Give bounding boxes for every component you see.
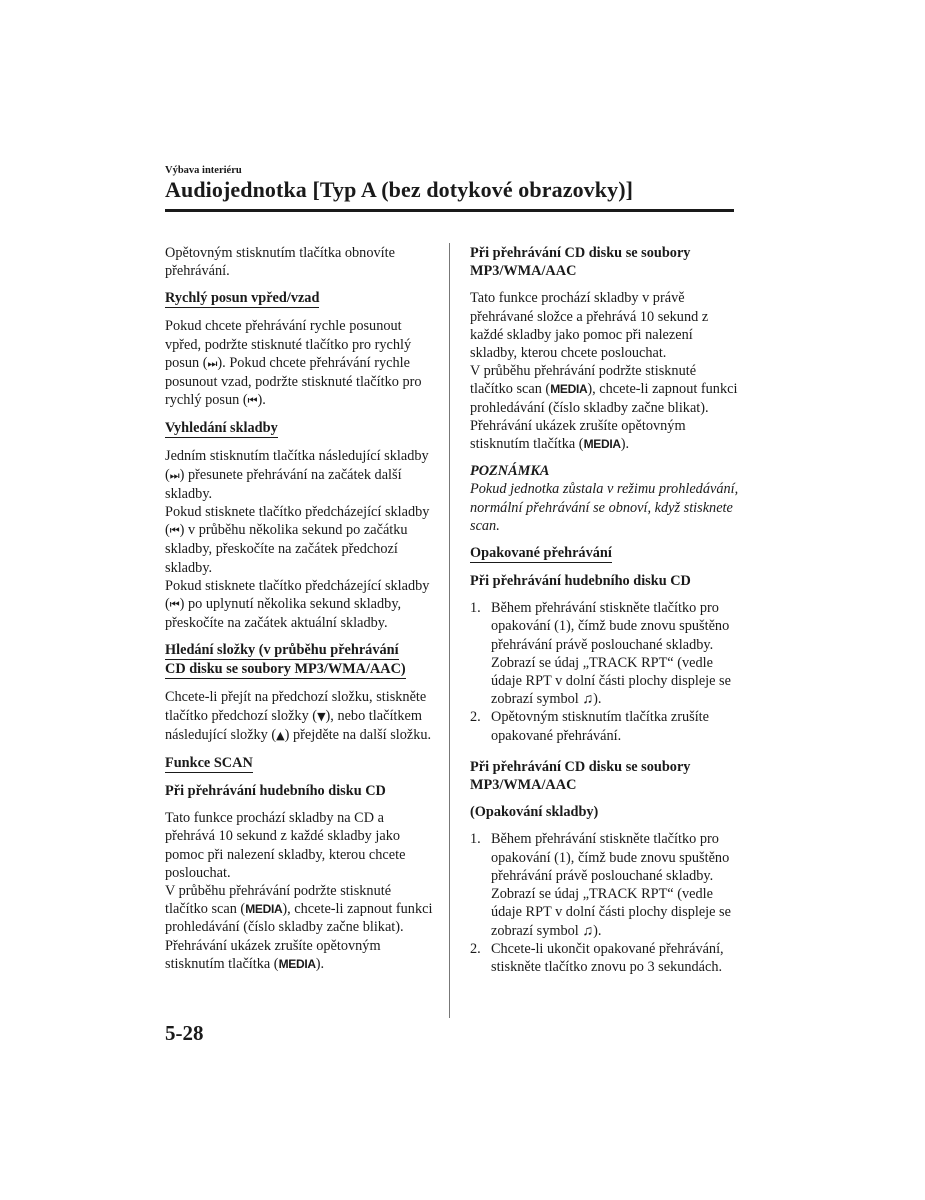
page-number: 5-28 bbox=[165, 1021, 204, 1045]
fast-forward-icon: ⏭ bbox=[169, 468, 180, 482]
repeat-heading: Opakované přehrávání bbox=[470, 545, 612, 562]
media-button-icon: MEDIA bbox=[278, 956, 316, 971]
note-title: POZNÁMKA bbox=[470, 463, 550, 480]
text-fragment: ). bbox=[593, 691, 602, 708]
repeat-mp3-list bbox=[470, 830, 740, 976]
track-search-section bbox=[165, 419, 437, 438]
fast-forward-section bbox=[165, 289, 437, 308]
track-search-heading: Vyhledání skladby bbox=[165, 420, 278, 437]
text-fragment: Pokud chcete přehrávání rychle posunout vpřed, podržte stisknuté tlačítko pro rychlý posun ( bbox=[165, 318, 412, 371]
repeat-mp3-heading bbox=[470, 758, 740, 794]
text-fragment: Opětovným stisknutím tlačítka zrušíte opakované přehrávání. bbox=[491, 709, 709, 744]
right-column bbox=[470, 244, 740, 976]
heading-line: Při přehrávání CD disku se soubory bbox=[470, 758, 691, 775]
folder-search-section bbox=[165, 641, 437, 679]
repeat-symbol-icon: ♫ bbox=[582, 922, 594, 939]
text-fragment: ). bbox=[257, 392, 266, 409]
text-fragment: Během přehrávání stiskněte tlačítko pro opakování (1), čímž bude znovu spuštěno přehrávání právě poslouchané skladby. Zobrazí se údaj „TRACK RPT“ (vedle údaje RPT v dolní části plochy displeje se zobrazí symbol bbox=[491, 831, 731, 939]
text-fragment: V průběhu přehrávání podržte stisknuté tlačítko scan ( bbox=[470, 363, 697, 398]
track-repeat-heading: (Opakování skladby) bbox=[470, 804, 599, 821]
rewind-icon: ⏮ bbox=[169, 524, 180, 538]
text-fragment: Chcete-li ukončit opakované přehrávání, stiskněte tlačítko znovu po 3 sekundách. bbox=[491, 940, 724, 975]
repeat-cd-list bbox=[470, 599, 740, 745]
page-title: Audiojednotka [Typ A (bez dotykové obrazovky)] bbox=[165, 177, 634, 202]
repeat-cd-subheading: Při přehrávání hudebního disku CD bbox=[470, 573, 691, 590]
media-button-icon: MEDIA bbox=[245, 902, 283, 917]
heading-line: MP3/WMA/AAC bbox=[470, 263, 577, 280]
scan-mp3-p1: Tato funkce prochází skladby v právě přehrávané složce a přehrává 10 sekund z každé skladby jako pomoc při nalezení skladby, kterou chcete poslouchat. bbox=[470, 290, 709, 362]
scan-cd-subheading: Při přehrávání hudebního disku CD bbox=[165, 783, 386, 800]
repeat-section bbox=[470, 544, 740, 563]
rewind-icon: ⏮ bbox=[169, 598, 180, 612]
scan-section bbox=[165, 754, 437, 773]
section-label: Výbava interiéru bbox=[165, 165, 242, 176]
text-fragment: ). bbox=[315, 955, 325, 972]
folder-down-icon: ▼ bbox=[317, 709, 326, 723]
list-item bbox=[470, 940, 740, 976]
intro-paragraph: Opětovným stisknutím tlačítka obnovíte přehrávání. bbox=[165, 245, 395, 280]
media-button-icon: MEDIA bbox=[550, 382, 588, 397]
text-fragment: ), chcete-li zapnout funkci prohledávání (číslo skladby začne blikat). Přehrávání ukázek zrušíte opětovným stisknutím tlačítka ( bbox=[165, 901, 433, 972]
left-column bbox=[165, 244, 437, 973]
text-fragment: ). bbox=[593, 922, 602, 939]
track-search-p3 bbox=[165, 577, 437, 633]
title-rule bbox=[165, 209, 734, 212]
list-number: 2. bbox=[470, 940, 481, 957]
text-fragment: ). bbox=[620, 436, 630, 453]
text-fragment: Během přehrávání stiskněte tlačítko pro opakování (1), čímž bude znovu spuštěno přehrávání právě poslouchané skladby. Zobrazí se údaj „TRACK RPT“ (vedle údaje RPT v dolní části plochy displeje se zobrazí symbol bbox=[491, 600, 731, 708]
track-search-p1 bbox=[165, 447, 437, 503]
scan-cd-p1: Tato funkce prochází skladby na CD a přehrává 10 sekund z každé skladby jako pomoc při nalezení skladby, kterou chcete poslouchat. bbox=[165, 810, 406, 881]
list-number: 1. bbox=[470, 831, 481, 848]
heading-line: Při přehrávání CD disku se soubory bbox=[470, 245, 691, 261]
scan-mp3-heading bbox=[470, 244, 740, 280]
track-search-p2 bbox=[165, 503, 437, 577]
text-fragment: Chcete-li přejít na předchozí složku, stiskněte tlačítko předchozí složky ( bbox=[165, 689, 427, 724]
folder-search-heading-line1: Hledání složky (v průběhu přehrávání bbox=[165, 642, 399, 659]
scan-cd-p2 bbox=[165, 882, 437, 973]
text-fragment: Pokud stisknete tlačítko předcházející skladby ( bbox=[165, 577, 430, 613]
list-number: 2. bbox=[470, 709, 481, 726]
text-fragment: ) přesunete přehrávání na začátek další skladby. bbox=[165, 466, 402, 502]
text-fragment: ), nebo tlačítkem následující složky ( bbox=[165, 707, 423, 743]
fast-forward-heading: Rychlý posun vpřed/vzad bbox=[165, 290, 320, 307]
column-divider bbox=[449, 243, 450, 1018]
fast-forward-text bbox=[165, 317, 437, 410]
folder-search-heading-line2: CD disku se soubory MP3/WMA/AAC) bbox=[165, 661, 406, 678]
scan-mp3-p2 bbox=[470, 362, 740, 417]
text-fragment: ) po uplynutí několika sekund skladby, přeskočíte na začátek aktuální skladby. bbox=[165, 596, 402, 632]
folder-search-text bbox=[165, 688, 437, 745]
text-fragment: Jedním stisknutím tlačítka následující skladby ( bbox=[165, 448, 429, 483]
text-fragment: ). Pokud chcete přehrávání rychle posunout vzad, podržte stisknuté tlačítko pro rychlý posun ( bbox=[165, 354, 422, 409]
repeat-symbol-icon: ♫ bbox=[582, 691, 594, 708]
note-text: Pokud jednotka zůstala v režimu prohledávání, normální přehrávání se obnoví, když stisknete scan. bbox=[470, 481, 739, 534]
fast-forward-icon: ⏭ bbox=[207, 356, 218, 370]
list-number: 1. bbox=[470, 600, 481, 617]
text-fragment: ), chcete-li zapnout funkci prohledávání (číslo skladby začne blikat). bbox=[470, 381, 738, 416]
media-button-icon: MEDIA bbox=[583, 437, 621, 452]
text-fragment: Přehrávání ukázek zrušíte opětovným stisknutím tlačítka ( bbox=[470, 417, 686, 453]
text-fragment: ) přejděte na další složku. bbox=[284, 726, 432, 743]
text-fragment: V průběhu přehrávání podržte stisknuté tlačítko scan ( bbox=[165, 883, 392, 918]
list-item bbox=[470, 830, 740, 939]
text-fragment: ) v průběhu několika sekund po začátku skladby, přeskočíte na začátek předchozí skladby. bbox=[165, 522, 408, 576]
list-item bbox=[470, 708, 740, 744]
rewind-icon: ⏮ bbox=[247, 394, 258, 408]
heading-line: MP3/WMA/AAC bbox=[470, 777, 577, 794]
scan-heading: Funkce SCAN bbox=[165, 755, 253, 772]
text-fragment: Pokud stisknete tlačítko předcházející skladby ( bbox=[165, 504, 430, 539]
list-item bbox=[470, 599, 740, 708]
scan-mp3-p3 bbox=[470, 417, 740, 453]
folder-up-icon: ▲ bbox=[276, 728, 285, 742]
